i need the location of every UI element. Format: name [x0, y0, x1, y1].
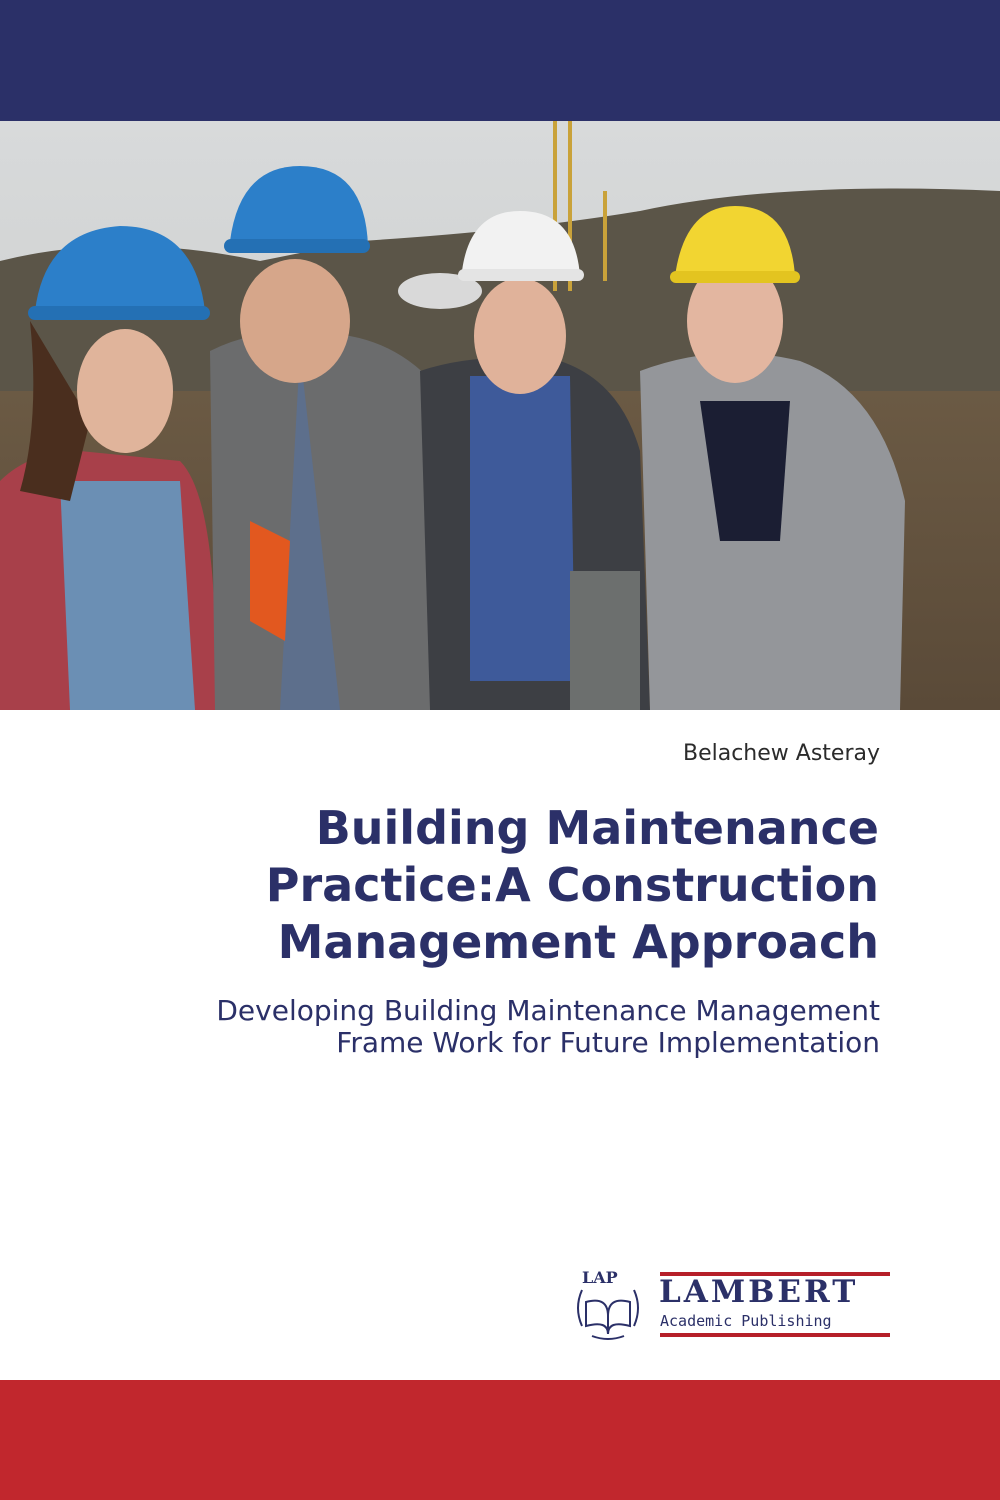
title-line: Practice:A Construction — [265, 858, 879, 912]
book-title — [119, 800, 879, 971]
subtitle-line: Frame Work for Future Implementation — [336, 1026, 880, 1059]
publisher-name: LAMBERT — [659, 1274, 859, 1310]
logo-rule-bottom — [660, 1333, 890, 1337]
cover-photo — [0, 121, 1000, 710]
subtitle-line: Developing Building Maintenance Management — [216, 994, 880, 1027]
publisher-logo — [568, 1268, 892, 1344]
top-color-band — [0, 0, 1000, 121]
book-subtitle — [120, 995, 880, 1059]
author-name: Belachew Asteray — [682, 741, 880, 766]
title-line: Management Approach — [277, 915, 879, 969]
lap-emblem-text: LAP — [582, 1268, 618, 1287]
open-book-icon — [568, 1268, 648, 1344]
publisher-tagline: Academic Publishing — [660, 1312, 832, 1330]
title-line: Building Maintenance — [315, 801, 879, 855]
bottom-color-band — [0, 1380, 1000, 1500]
